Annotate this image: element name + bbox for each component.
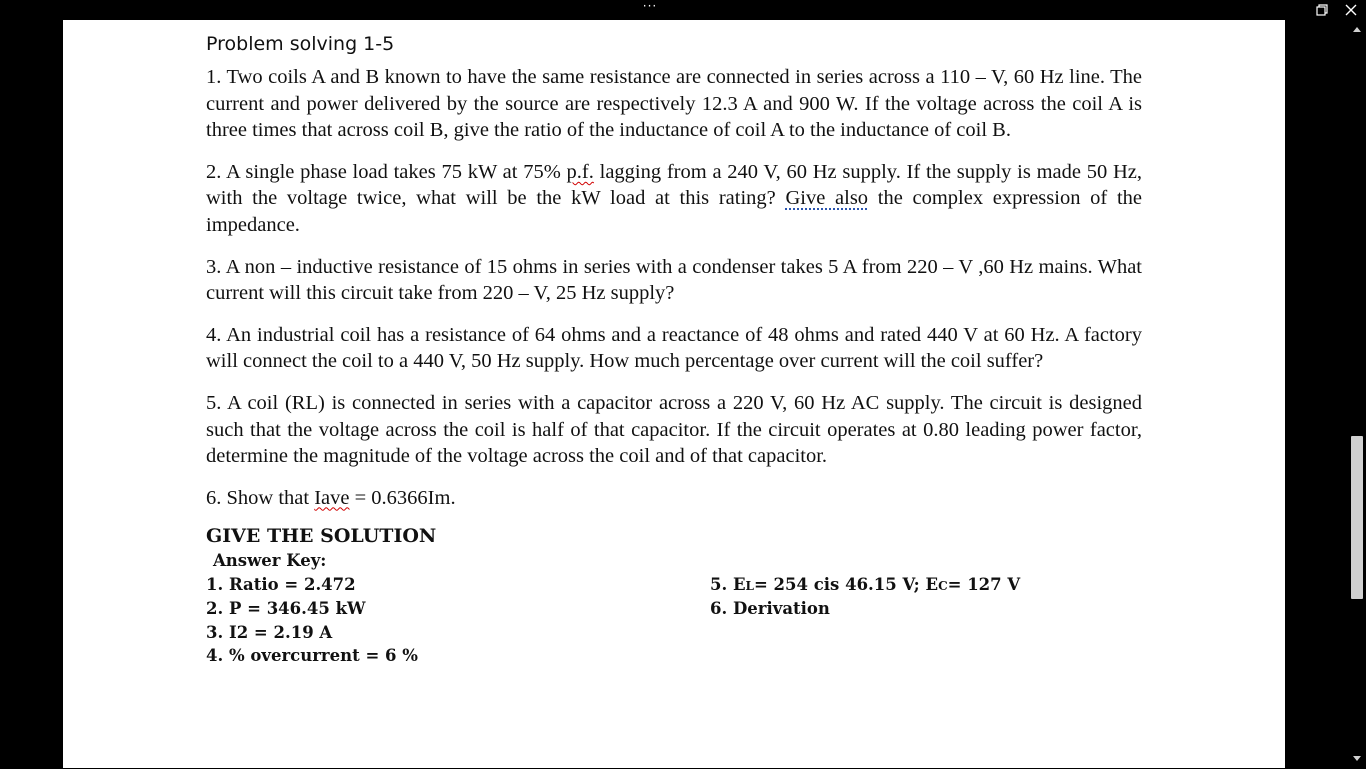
problem-5: 5. A coil (RL) is connected in series with a capacitor across a 220 V, 60 Hz AC supply. The circuit is designed such that the voltage across the coil is half of that capacitor. If the circuit operates at 0.80 leading power factor, determine the magnitude of the voltage across the coil and of that capacitor. bbox=[206, 391, 1142, 468]
solution-heading: GIVE THE SOLUTION bbox=[206, 525, 437, 548]
scroll-up-arrow-icon[interactable] bbox=[1351, 23, 1363, 35]
spell-error-iave[interactable]: Iave bbox=[314, 486, 350, 509]
answer-5-sub-c: C bbox=[938, 579, 948, 594]
answer-5-pre: 5. E bbox=[710, 575, 746, 595]
vertical-scrollbar[interactable] bbox=[1348, 20, 1366, 768]
answer-empty-7 bbox=[710, 621, 1142, 645]
problem-2-text-a: 2. A single phase load takes 75 kW at 75% bbox=[206, 160, 567, 183]
document-page bbox=[63, 20, 1285, 768]
problem-2-text-c: the complex expression of the impedance. bbox=[206, 187, 1142, 236]
answer-3: 3. I2 = 2.19 A bbox=[206, 622, 333, 642]
answer-5 bbox=[710, 573, 1142, 597]
scrollbar-thumb[interactable] bbox=[1351, 436, 1363, 599]
document-content bbox=[206, 30, 1142, 668]
problem-6 bbox=[206, 485, 1142, 512]
problem-2 bbox=[206, 159, 1142, 239]
problem-6-text-a: 6. Show that bbox=[206, 486, 315, 509]
problem-4: 4. An industrial coil has a resistance of 64 ohms and a reactance of 48 ohms and rated 440 V at 60 Hz. A factory will connect the coil to a 440 V, 50 Hz supply. How much percentage over current will the coil suffer? bbox=[206, 323, 1142, 373]
spell-error-pf[interactable]: p.f. bbox=[566, 160, 594, 183]
answer-5-post: = 127 V bbox=[947, 575, 1021, 595]
problem-1: 1. Two coils A and B known to have the same resistance are connected in series across a 110 – V, 60 Hz line. The current and power delivered by the source are respectively 12.3 A and 900 W. If the voltage across the coil A is three times that across coil B, give the ratio of the inductance of coil A to the inductance of coil B. bbox=[206, 66, 1142, 142]
answer-6: 6. Derivation bbox=[710, 599, 830, 618]
answer-key-list bbox=[206, 573, 1142, 668]
answer-4: 4. % overcurrent = 6 % bbox=[206, 646, 418, 666]
answer-empty-8 bbox=[710, 644, 1142, 668]
scroll-down-arrow-icon[interactable] bbox=[1351, 751, 1363, 763]
answer-1: 1. Ratio = 2.472 bbox=[206, 575, 356, 595]
answer-5-sub-l: L bbox=[745, 579, 754, 594]
page-title: Problem solving 1-5 bbox=[206, 33, 395, 55]
problem-6-text-b: = 0.6366Im. bbox=[349, 486, 456, 509]
more-options-icon[interactable]: ··· bbox=[642, 0, 658, 13]
title-bar bbox=[0, 0, 1366, 20]
answer-2: 2. P = 346.45 kW bbox=[206, 599, 366, 618]
problem-3: 3. A non – inductive resistance of 15 ohms in series with a condenser takes 5 A from 220 – V ,60 Hz mains. What current will this circuit take from 220 – V, 25 Hz supply? bbox=[206, 255, 1142, 305]
restore-icon[interactable] bbox=[1314, 2, 1330, 18]
answer-key-heading: Answer Key: bbox=[213, 551, 327, 571]
grammar-mark-give-also[interactable]: Give also bbox=[785, 187, 869, 210]
answer-5-mid: = 254 cis 46.15 V; E bbox=[753, 575, 939, 595]
problem-2-text-b: lagging from a 240 V, 60 Hz supply. If the supply is made 50 Hz, with the voltage twice, what will be the kW load at this rating? bbox=[206, 160, 1143, 210]
close-icon[interactable] bbox=[1343, 2, 1359, 18]
